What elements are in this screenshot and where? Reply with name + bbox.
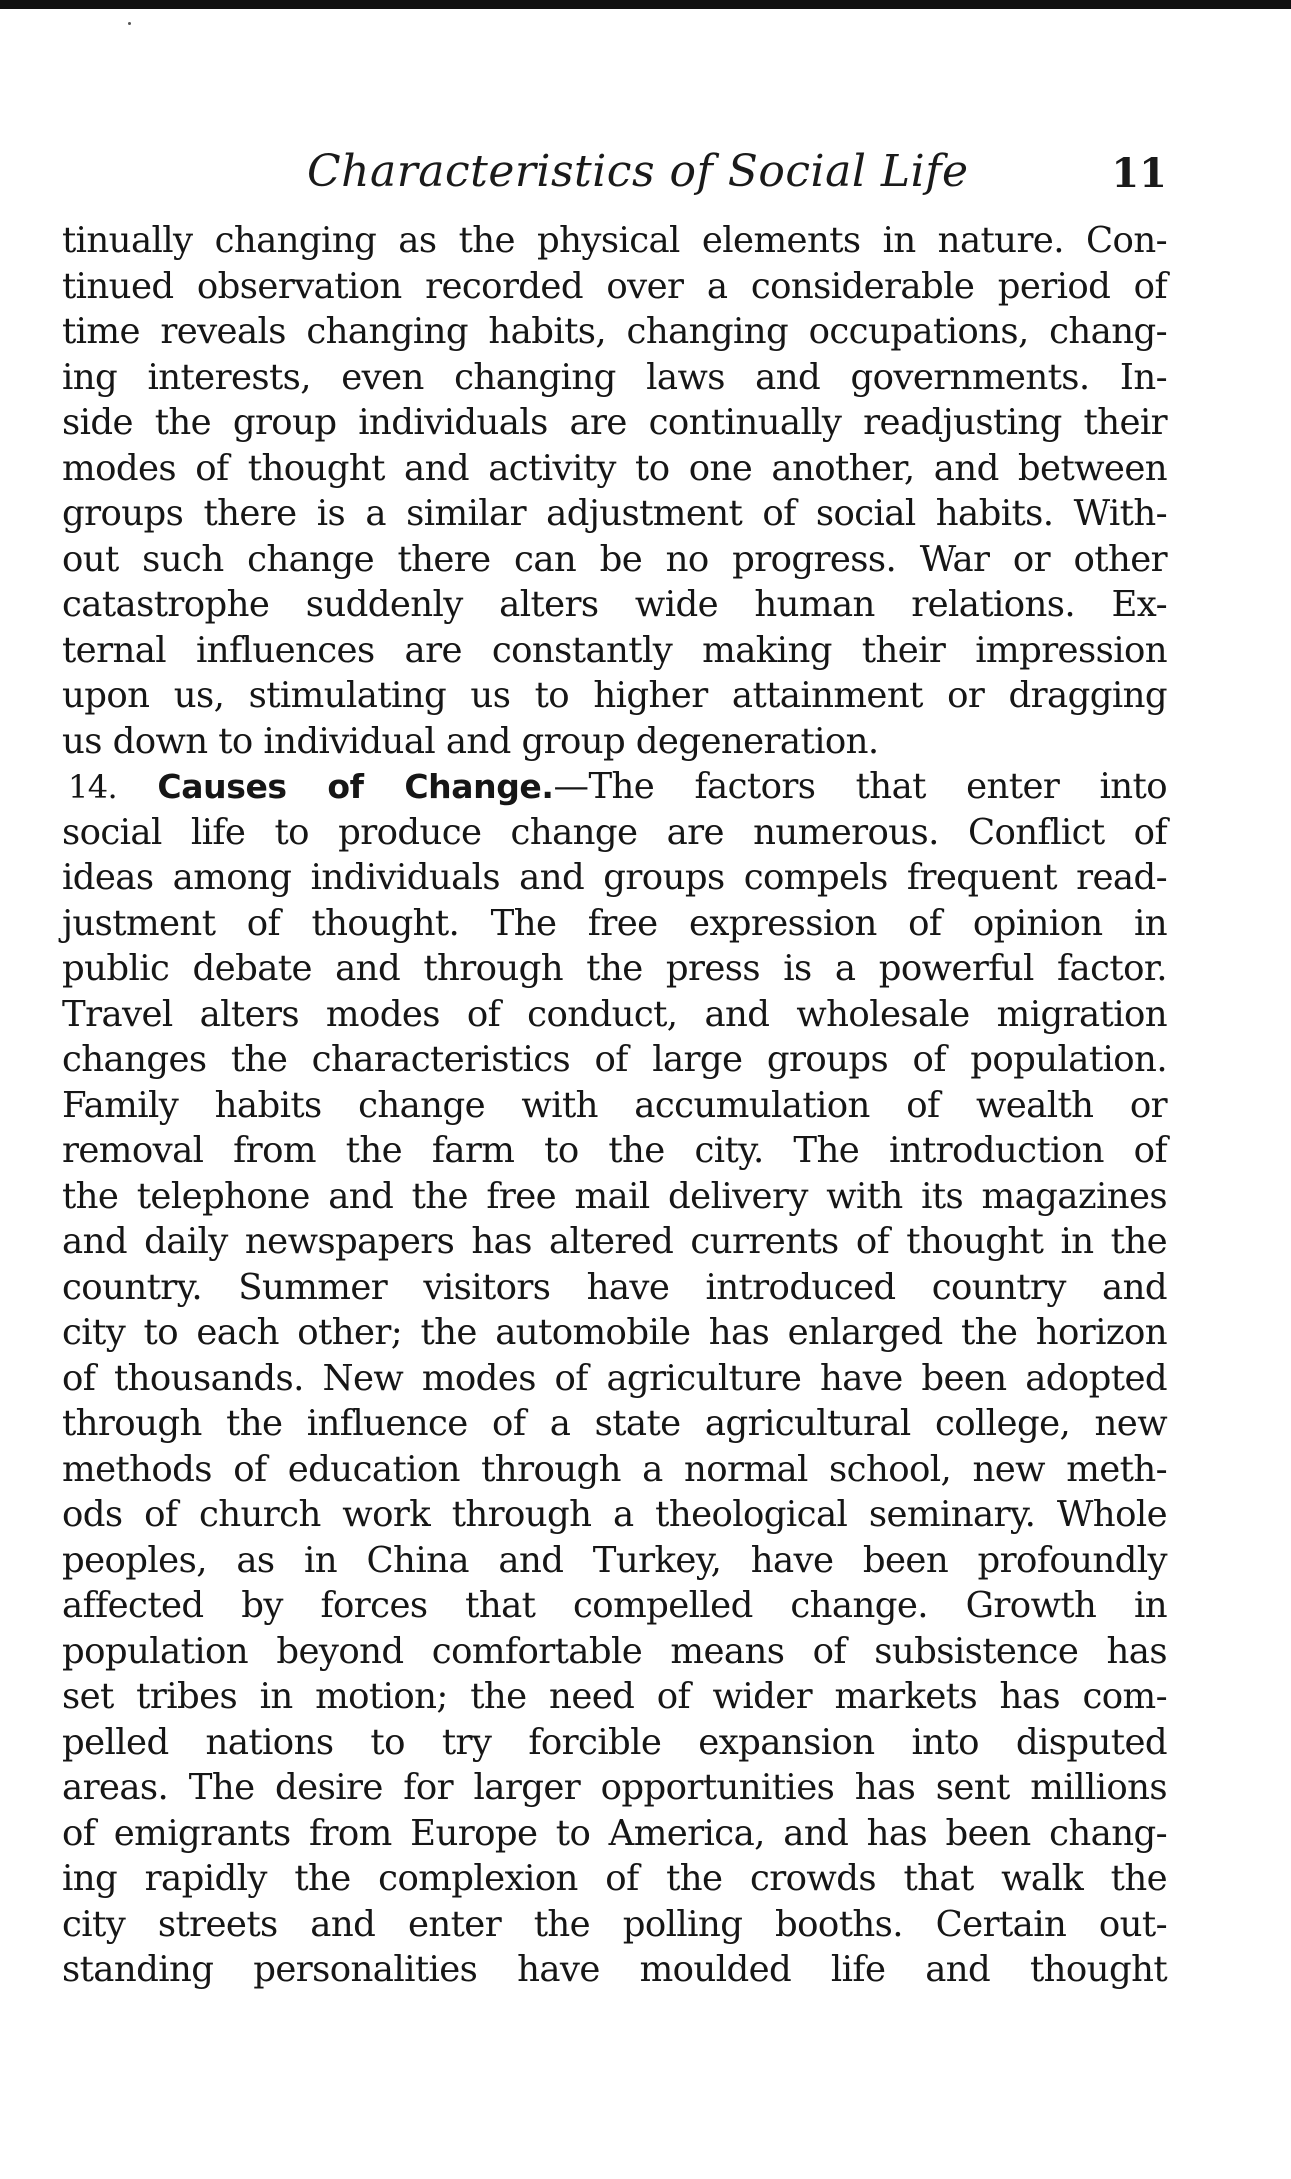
text-line: side the group individuals are continually readjusting their bbox=[62, 402, 1167, 443]
text-line: population beyond comfortable means of subsistence has bbox=[62, 1630, 1167, 1672]
text-line: changes the characteristics of large groups of population. bbox=[62, 1039, 1167, 1080]
text-line: groups there is a similar adjustment of social habits. With- bbox=[62, 493, 1167, 534]
text-line: standing personalities have moulded life and thought bbox=[62, 1949, 1167, 1990]
text-line: upon us, stimulating us to higher attainment or dragging bbox=[62, 675, 1167, 716]
book-page bbox=[62, 132, 1167, 1993]
text-line: affected by forces that compelled change. Growth in bbox=[62, 1585, 1167, 1626]
text-line: time reveals changing habits, changing occupations, chang- bbox=[62, 311, 1167, 352]
text-line: removal from the farm to the city. The introduction of bbox=[62, 1130, 1167, 1171]
text-line: social life to produce change are numerous. Conflict of bbox=[62, 811, 1167, 853]
running-head-title: Characteristics of Social Life bbox=[307, 146, 969, 197]
text-line: city streets and enter the polling booths. Certain out- bbox=[62, 1903, 1167, 1945]
section-number: 14. bbox=[68, 768, 118, 806]
running-head bbox=[62, 132, 1167, 218]
text-line: areas. The desire for larger opportunities has sent millions bbox=[62, 1767, 1167, 1808]
page-number: 11 bbox=[1111, 150, 1167, 197]
text-line: Travel alters modes of conduct, and wholesale migration bbox=[62, 993, 1167, 1035]
section-14-paragraph bbox=[62, 764, 1167, 1993]
text-line: through the influence of a state agricultural college, new bbox=[62, 1403, 1167, 1444]
text-line: justment of thought. The free expression of opinion in bbox=[62, 902, 1167, 944]
text-line: us down to individual and group degeneration. bbox=[62, 720, 879, 762]
text-line: methods of education through a normal school, new meth- bbox=[62, 1448, 1167, 1490]
scan-speck bbox=[128, 22, 131, 25]
text-line: the telephone and the free mail delivery with its magazines bbox=[62, 1175, 1167, 1217]
text-line: Family habits change with accumulation of wealth or bbox=[62, 1084, 1167, 1126]
text-line: ods of church work through a theological seminary. Whole bbox=[62, 1494, 1167, 1535]
text-line: tinued observation recorded over a considerable period of bbox=[62, 265, 1167, 307]
top-edge-shadow bbox=[0, 0, 1291, 9]
text-line: public debate and through the press is a powerful factor. bbox=[62, 948, 1167, 989]
text-line: country. Summer visitors have introduced country and bbox=[62, 1266, 1167, 1308]
section-first-line-text: —The factors that enter into bbox=[553, 766, 1167, 807]
text-line: of thousands. New modes of agriculture have been adopted bbox=[62, 1357, 1167, 1399]
text-line: and daily newspapers has altered currents of thought in the bbox=[62, 1221, 1167, 1262]
text-line: ing interests, even changing laws and governments. In- bbox=[62, 356, 1167, 398]
text-line: ing rapidly the complexion of the crowds that walk the bbox=[62, 1858, 1167, 1899]
text-line: tinually changing as the physical elements in nature. Con- bbox=[62, 220, 1167, 261]
paragraph-continued bbox=[62, 218, 1167, 764]
text-line: city to each other; the automobile has enlarged the horizon bbox=[62, 1312, 1167, 1353]
section-title: Causes of Change. bbox=[157, 767, 554, 806]
text-line: ideas among individuals and groups compels frequent read- bbox=[62, 857, 1167, 898]
text-line: peoples, as in China and Turkey, have been profoundly bbox=[62, 1539, 1167, 1581]
section-heading-line bbox=[62, 764, 1167, 810]
text-line: of emigrants from Europe to America, and has been chang- bbox=[62, 1812, 1167, 1854]
text-line: modes of thought and activity to one another, and between bbox=[62, 447, 1167, 489]
text-line: out such change there can be no progress. War or other bbox=[62, 538, 1167, 580]
text-line: pelled nations to try forcible expansion into disputed bbox=[62, 1721, 1167, 1763]
text-line: ternal influences are constantly making their impression bbox=[62, 629, 1167, 671]
text-line: set tribes in motion; the need of wider markets has com- bbox=[62, 1676, 1167, 1717]
text-line: catastrophe suddenly alters wide human relations. Ex- bbox=[62, 584, 1167, 625]
